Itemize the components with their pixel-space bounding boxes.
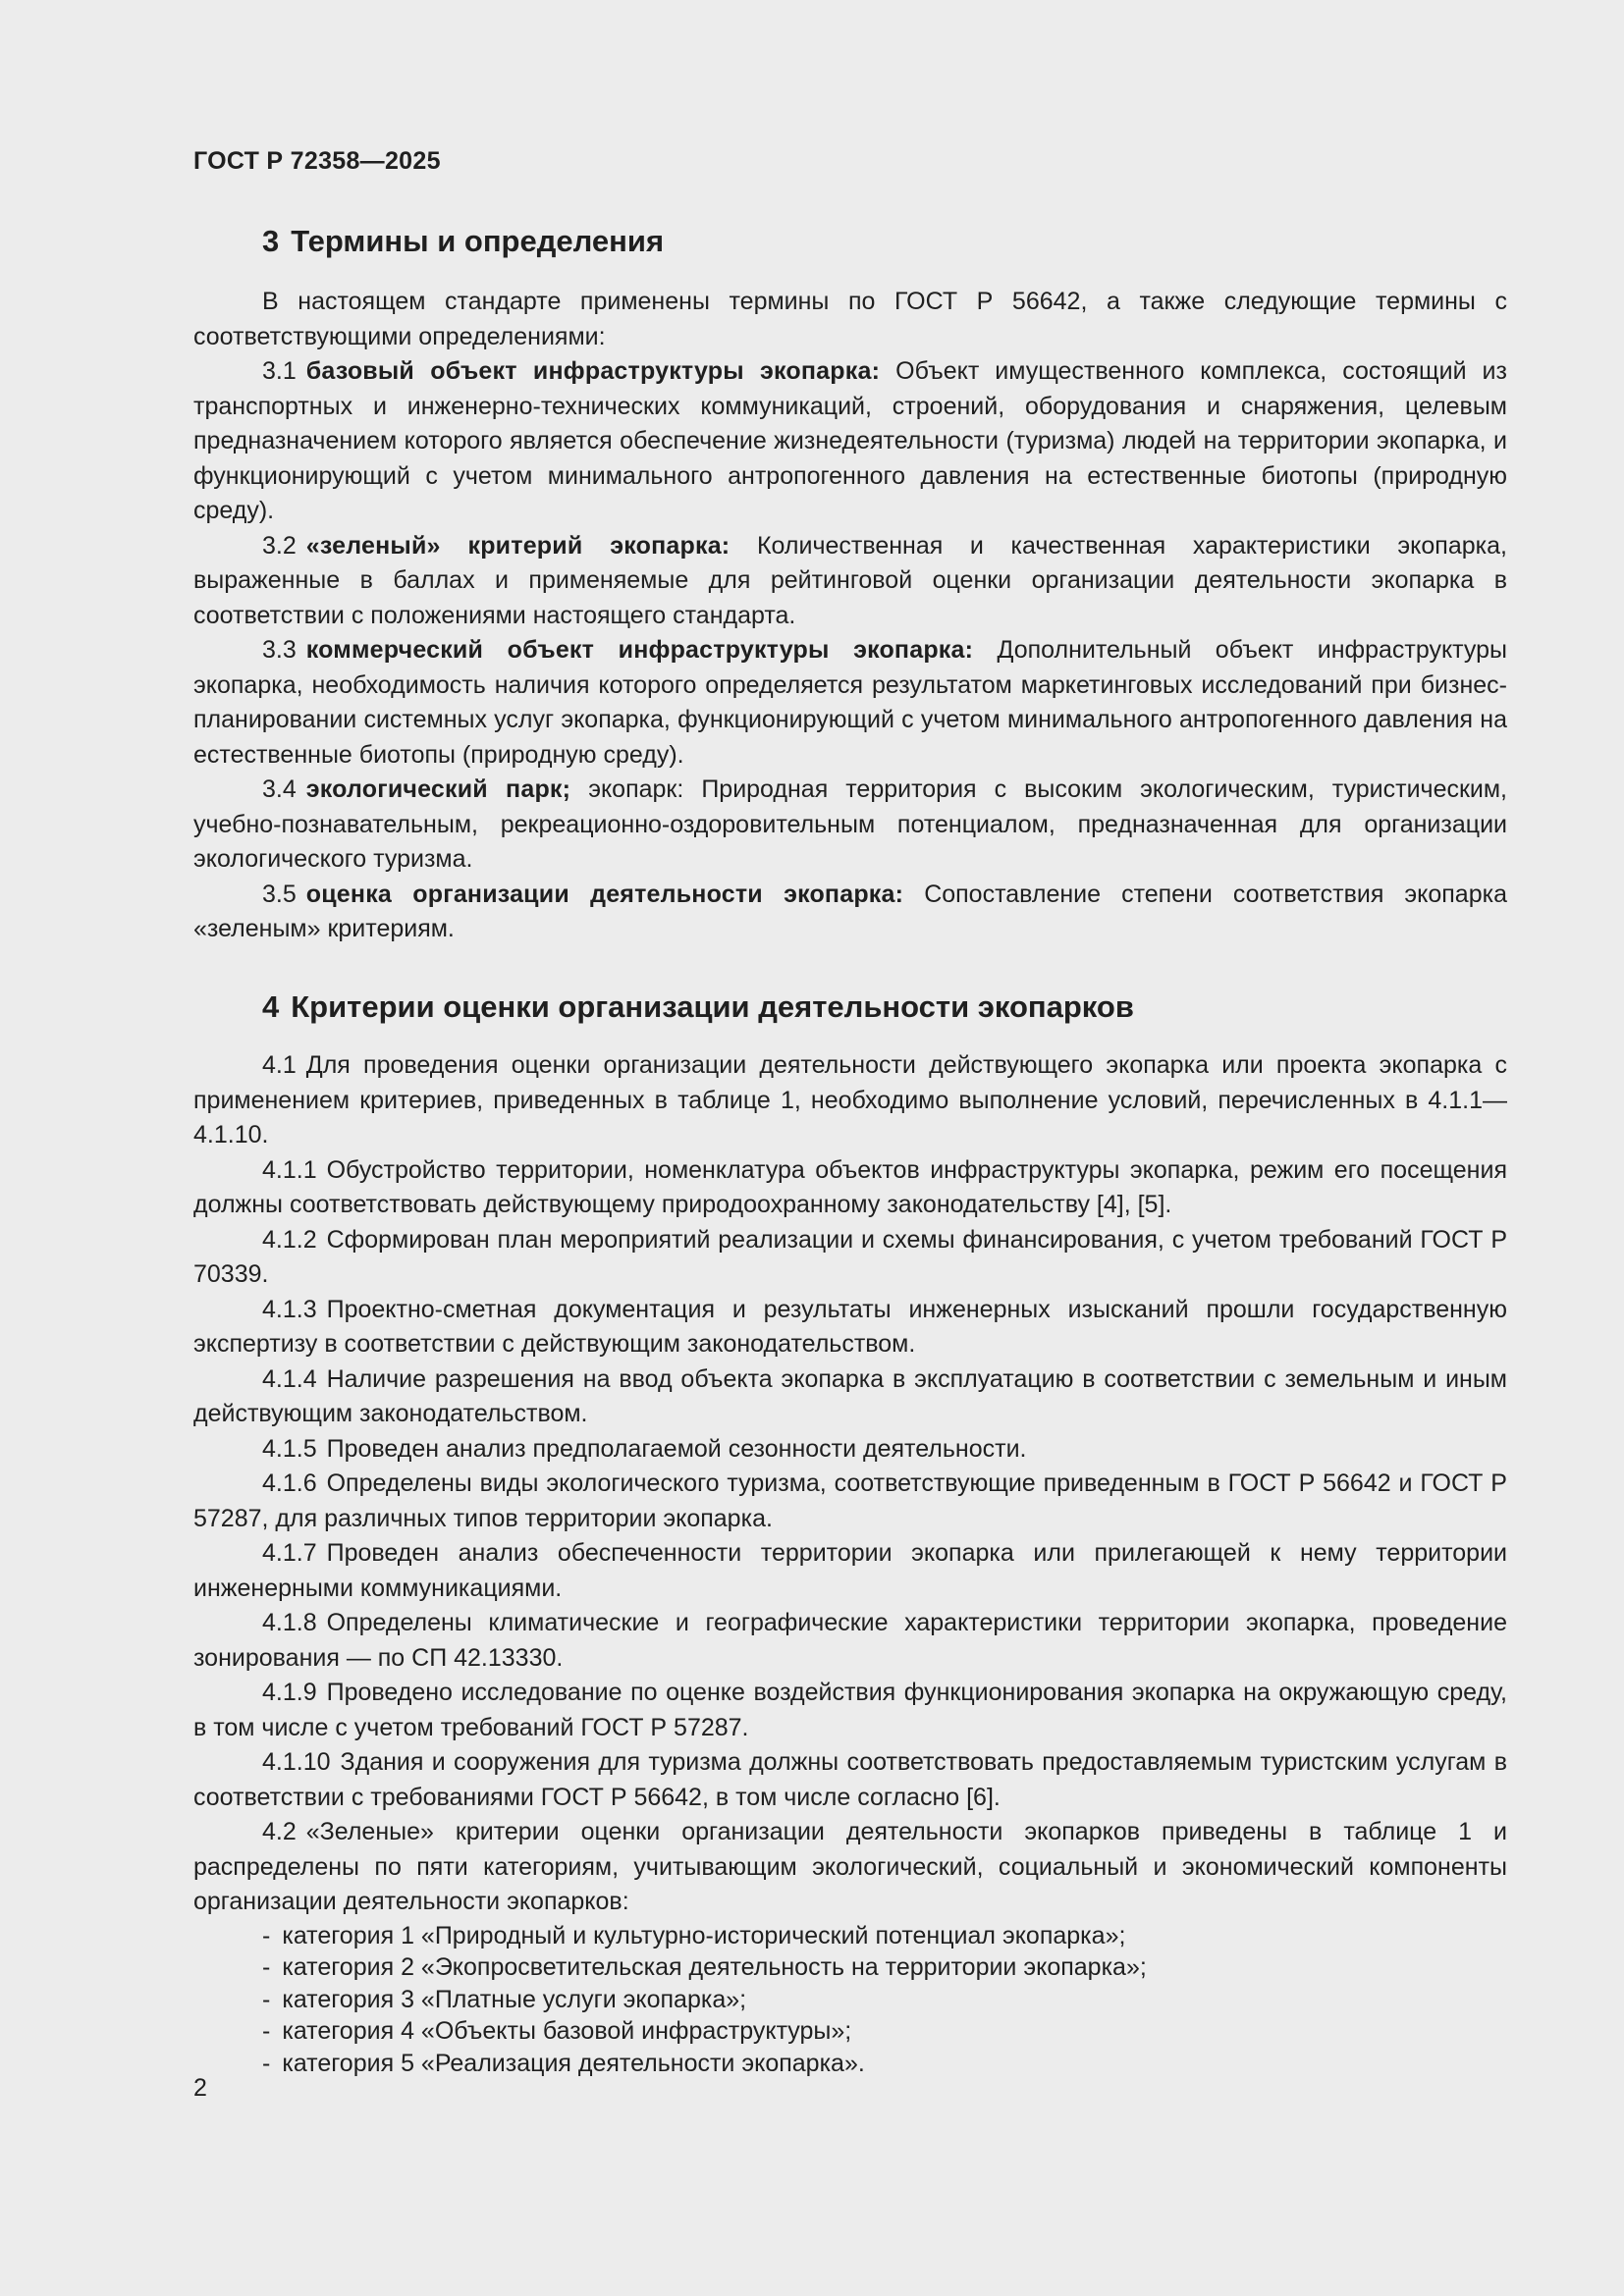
defined-term: коммерческий объект инфраструктуры экопарка: <box>305 636 974 664</box>
list-item <box>193 2015 1507 2048</box>
defined-term: базовый объект инфраструктуры экопарка: <box>305 357 881 385</box>
clause-4-1-3 <box>193 1293 1507 1362</box>
clause-4-1-4 <box>193 1362 1507 1432</box>
clause-number: 4.1.1 <box>262 1155 317 1184</box>
category-text: категория 5 «Реализация деятельности экопарка». <box>282 2049 865 2077</box>
list-item <box>193 1920 1507 1952</box>
definition-3-3 <box>193 633 1507 773</box>
clause-number: 4.1.4 <box>262 1364 317 1393</box>
clause-number: 4.1.7 <box>262 1539 317 1567</box>
clause-number: 3.5 <box>262 880 297 908</box>
clause-number: 3.3 <box>262 636 297 664</box>
section-title-text: Термины и определения <box>291 224 665 258</box>
clause-text: Определены климатические и географические характеристики территории экопарка, проведение зонирования — по СП 42.13330. <box>193 1609 1507 1672</box>
category-text: категория 4 «Объекты базовой инфраструктуры»; <box>282 2017 852 2045</box>
clause-text: Здания и сооружения для туризма должны соответствовать предоставляемым туристским услугам в соответствии с требованиями ГОСТ Р 56642, в том числе согласно [6]. <box>193 1748 1507 1811</box>
defined-term: «зеленый» критерий экопарка: <box>305 531 731 560</box>
section-3-intro: В настоящем стандарте применены термины по ГОСТ Р 56642, а также следующие термины с соответствующими определениями: <box>193 288 1507 350</box>
clause-number: 4.1 <box>262 1051 297 1079</box>
clause-text: Наличие разрешения на ввод объекта экопарка в эксплуатацию в соответствии с земельным и иным действующим законодательством. <box>193 1364 1507 1427</box>
document-code: ГОСТ Р 72358—2025 <box>193 147 441 175</box>
section-4-body <box>193 1048 1507 2079</box>
definition-text: Количественная и качественная характеристики экопарка, выраженные в баллах и применяемые для рейтинговой оценки организации деятельности экопарка в соответствии с положениями настоящего стандарта. <box>193 531 1507 629</box>
category-text: категория 1 «Природный и культурно-исторический потенциал экопарка»; <box>282 1921 1126 1949</box>
bullet-marker: - <box>262 1921 271 1949</box>
definition-text: Сопоставление степени соответствия экопарка «зеленым» критериям. <box>193 880 1508 942</box>
section-number: 3 <box>262 224 280 258</box>
section-3-heading <box>262 224 664 259</box>
clause-text: Проведено исследование по оценке воздействия функционирования экопарка на окружающую среду, в том числе с учетом требований ГОСТ Р 57287. <box>193 1679 1507 1741</box>
clause-text: Обустройство территории, номенклатура объектов инфраструктуры экопарка, режим его посещения должны соответствовать действующему природоохранному законодательству [4], [5]. <box>193 1155 1507 1218</box>
clause-4-1-2 <box>193 1223 1507 1293</box>
definition-3-5 <box>193 878 1507 947</box>
defined-term: оценка организации деятельности экопарка: <box>305 880 904 908</box>
definition-text: экопарк: Природная территория с высоким экологическим, туристическим, учебно-познавательным, рекреационно-оздоровительным потенциалом, предназначенная для организации экологического туризма. <box>193 775 1508 873</box>
bullet-marker: - <box>262 2049 271 2077</box>
bullet-marker: - <box>262 1985 271 2013</box>
list-item <box>193 2048 1507 2080</box>
clause-text: Проведен анализ предполагаемой сезонности деятельности. <box>326 1434 1027 1463</box>
clause-number: 4.1.9 <box>262 1679 317 1706</box>
definition-3-4 <box>193 773 1507 878</box>
section-4-heading <box>262 989 1134 1025</box>
section-title-text: Критерии оценки организации деятельности экопарков <box>291 989 1134 1024</box>
clause-number: 3.4 <box>262 775 297 803</box>
clause-text: «Зеленые» критерии оценки организации деятельности экопарков приведены в таблице 1 и распределены по пяти категориям, учитывающим экологический, социальный и экономический компоненты организации деятельности экопарков: <box>193 1818 1507 1915</box>
section-number: 4 <box>262 989 280 1024</box>
clause-text: Проведен анализ обеспеченности территории экопарка или прилегающей к нему территории инженерными коммуникациями. <box>193 1539 1507 1602</box>
document-page <box>193 0 1507 2296</box>
clause-number: 4.1.8 <box>262 1609 317 1636</box>
clause-4-2 <box>193 1815 1507 1920</box>
clause-text: Проектно-сметная документация и результаты инженерных изысканий прошли государственную экспертизу в соответствии с действующим законодательством. <box>193 1295 1507 1358</box>
clause-number: 4.1.6 <box>262 1469 317 1497</box>
page-number: 2 <box>193 2074 207 2102</box>
clause-number: 4.1.3 <box>262 1295 317 1323</box>
clause-4-1-9 <box>193 1676 1507 1745</box>
category-text: категория 2 «Экопросветительская деятельность на территории экопарка»; <box>282 1953 1147 1981</box>
clause-number: 3.2 <box>262 531 297 560</box>
category-text: категория 3 «Платные услуги экопарка»; <box>282 1985 747 2013</box>
clause-4-1-5 <box>193 1432 1507 1468</box>
clause-number: 4.2 <box>262 1818 297 1845</box>
bullet-marker: - <box>262 2017 271 2045</box>
clause-4-1-1 <box>193 1153 1507 1223</box>
category-list <box>193 1920 1507 2080</box>
clause-text: Определены виды экологического туризма, соответствующие приведенным в ГОСТ Р 56642 и ГОСТ Р 57287, для различных типов территории экопарка. <box>193 1469 1507 1532</box>
section-3-body <box>193 285 1507 947</box>
definition-text: Объект имущественного комплекса, состоящий из транспортных и инженерно-технических коммуникаций, строений, оборудования и снаряжения, целевым предназначением которого является обеспечение жизнедеятельности (туризма) людей на территории экопарка, и функционирующий с учетом минимального антропогенного давления на естественные биотопы (природную среду). <box>193 357 1507 524</box>
clause-number: 3.1 <box>262 357 297 385</box>
clause-number: 4.1.10 <box>262 1748 331 1776</box>
definition-text: Дополнительный объект инфраструктуры экопарка, необходимость наличия которого определяется результатом маркетинговых исследований при бизнес-планировании системных услуг экопарка, функционирующий с учетом минимального антропогенного давления на естественные биотопы (природную среду). <box>193 636 1507 769</box>
clause-4-1-10 <box>193 1745 1507 1815</box>
clause-4-1-6 <box>193 1467 1507 1536</box>
definition-3-1 <box>193 354 1507 529</box>
bullet-marker: - <box>262 1953 271 1981</box>
clause-text: Для проведения оценки организации деятельности действующего экопарка или проекта экопарка с применением критериев, приведенных в таблице 1, необходимо выполнение условий, перечисленных в 4.1.1—4.1.10. <box>193 1051 1507 1148</box>
defined-term: экологический парк; <box>305 775 571 803</box>
list-item <box>193 1984 1507 2016</box>
clause-4-1 <box>193 1048 1507 1153</box>
clause-number: 4.1.2 <box>262 1225 317 1254</box>
clause-text: Сформирован план мероприятий реализации и схемы финансирования, с учетом требований ГОСТ Р 70339. <box>193 1225 1507 1288</box>
clause-4-1-7 <box>193 1536 1507 1606</box>
definition-3-2 <box>193 529 1507 634</box>
list-item <box>193 1951 1507 1984</box>
clause-4-1-8 <box>193 1606 1507 1676</box>
clause-number: 4.1.5 <box>262 1434 317 1463</box>
